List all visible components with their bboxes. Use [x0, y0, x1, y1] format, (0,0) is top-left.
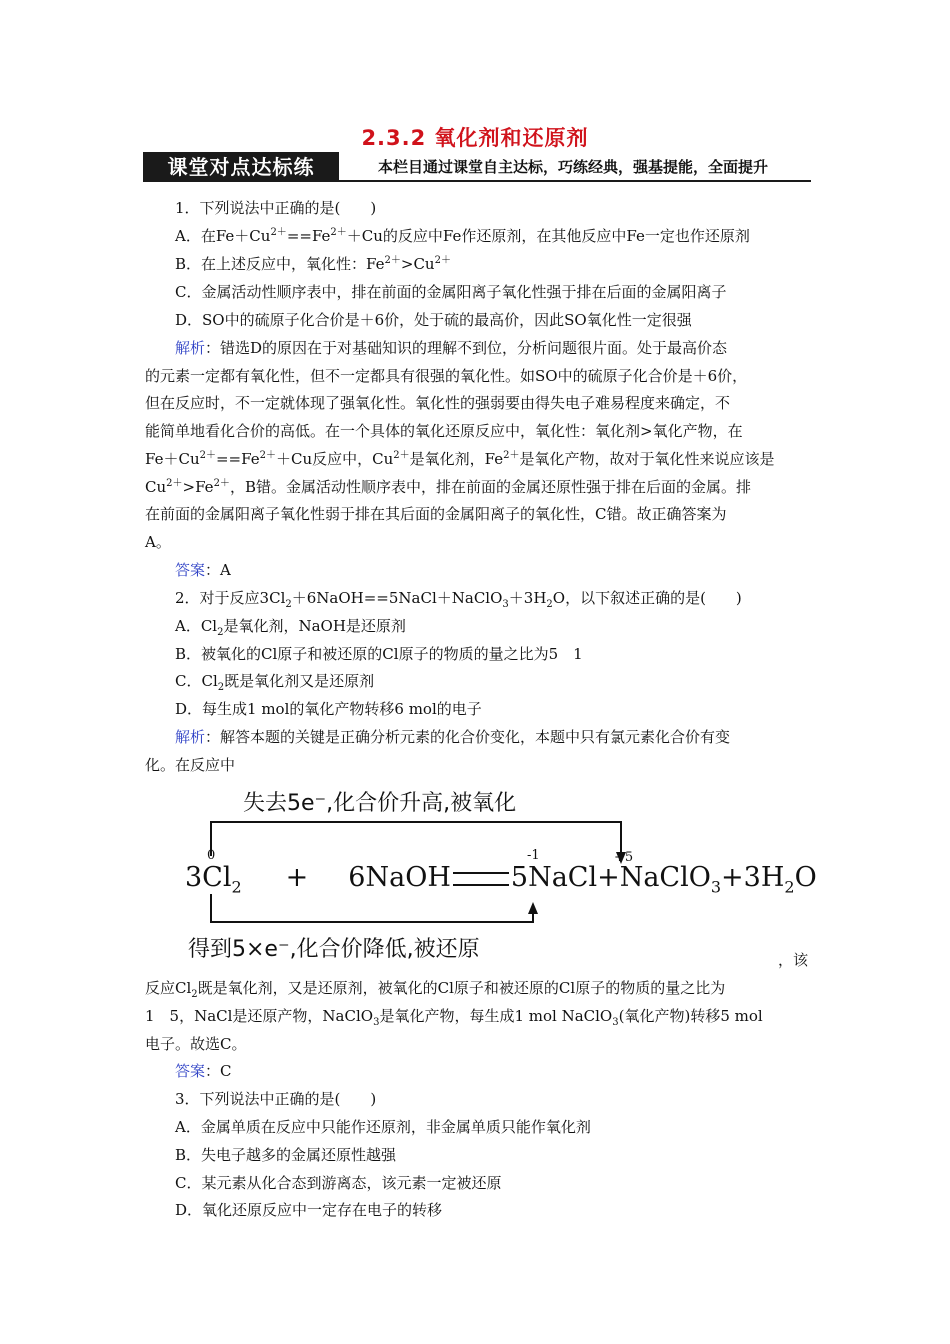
q1-option-a: A．在$Fe+Cu^{2+}==Fe^{2+}+Cu$的反应中Fe作还原剂，在其他反应中Fe一定也作还原剂 — [175, 227, 750, 245]
q2-explanation-line: ，该 — [778, 951, 809, 969]
q1-explanation-line: 能简单地看化合价的高低。在一个具体的氧化还原反应中，氧化性：氧化剂>氧化产物，在 — [145, 422, 743, 440]
oxidation-bracket — [211, 822, 621, 858]
q1-explanation-line: 在前面的金属阳离子氧化性弱于排在其后面的金属阳离子的氧化性，C错。故正确答案为 — [145, 505, 727, 523]
q2-option-d: D．每生成1 mol的氧化产物转移6 mol的电子 — [175, 700, 482, 718]
q2-option-b: B．被氧化的Cl原子和被还原的Cl原子的物质的量之比为5 1 — [175, 645, 583, 663]
q2-option-a: A．$Cl_2$是氧化剂，NaOH是还原剂 — [175, 617, 406, 638]
q3-option-d: D．氧化还原反应中一定存在电子的转移 — [175, 1201, 443, 1219]
q2-explanation-line: 反应$Cl_2$既是氧化剂，又是还原剂，被氧化的Cl原子和被还原的Cl原子的物质的量之比为 — [145, 979, 726, 1000]
q1-explanation-line: $Cu^{2+}>Fe^{2+}$，B错。金属活动性顺序表中，排在前面的金属还原性强于排在后面的金属。排 — [145, 478, 751, 496]
q2-stem: 2．对于反应$3Cl_2+6NaOH==5NaCl+NaClO_3+3H_2O$，以下叙述正确的是( ) — [175, 589, 742, 610]
q1-option-d: D．SO中的硫原子化合价是＋6价，处于硫的最高价，因此SO氧化性一定很强 — [175, 311, 692, 329]
q3-option-b: B．失电子越多的金属还原性越强 — [175, 1146, 397, 1164]
reduction-bracket — [211, 894, 533, 922]
reduction-arrowhead — [528, 902, 538, 914]
q2-option-c: C．$Cl_2$既是氧化剂又是还原剂 — [175, 672, 375, 693]
electron-gain-label: 得到5×e⁻,化合价降低,被还原 — [188, 937, 480, 962]
q3-option-c: C．某元素从化合态到游离态，该元素一定被还原 — [175, 1174, 502, 1192]
q1-explanation-line: 但在反应时，不一定就体现了强氧化性。氧化性的强弱要由得失电子难易程度来确定，不 — [145, 394, 731, 412]
oxidation-state-plus5: +5 — [614, 850, 634, 865]
q1-explanation-line: $Fe+Cu^{2+}==Fe^{2+}+Cu$反应中，$Cu^{2+}$是氧化剂，$Fe^{2+}$是氧化产物，故对于氧化性来说应该是 — [145, 450, 775, 468]
q1-option-c: C．金属活动性顺序表中，排在前面的金属阳离子氧化性强于排在后面的金属阳离子 — [175, 283, 727, 301]
oxidation-state-0: 0 — [207, 848, 216, 863]
electron-loss-label: 失去5e⁻,化合价升高,被氧化 — [243, 791, 517, 816]
q3-stem: 3．下列说法中正确的是( ) — [175, 1090, 377, 1108]
section-banner-label: 课堂对点达标练 — [143, 152, 339, 182]
q2-explanation: 解析：解答本题的关键是正确分析元素的化合价变化，本题中只有氯元素化合价有变 — [175, 728, 731, 746]
oxidation-state-minus1: -1 — [527, 848, 540, 863]
page-title: 2.3.2 氧化剂和还原剂 — [361, 126, 589, 150]
q2-answer: 答案：C — [175, 1062, 232, 1080]
q2-explanation-line: 1 5，NaCl是还原产物，NaClO$_3$是氧化产物，每生成1 mol NaClO$_3$(氧化产物)转移5 mol — [145, 1007, 763, 1028]
banner-divider — [143, 180, 811, 182]
q1-explanation: 解析：错选D的原因在于对基础知识的理解不到位，分析问题很片面。处于最高价态 — [175, 339, 728, 357]
q1-answer: 答案：A — [175, 561, 231, 579]
q1-stem: 1．下列说法中正确的是( ) — [175, 199, 377, 217]
section-banner-subtitle: 本栏目通过课堂自主达标，巧练经典，强基提能，全面提升 — [378, 158, 769, 176]
q1-explanation-line: 的元素一定都有氧化性，但不一定都具有很强的氧化性。如SO中的硫原子化合价是＋6价， — [145, 367, 748, 385]
q1-explanation-line: A。 — [145, 533, 171, 551]
q3-option-a: A．金属单质在反应中只能作还原剂，非金属单质只能作氧化剂 — [175, 1118, 591, 1136]
q2-explanation-line: 电子。故选C。 — [145, 1035, 247, 1053]
q2-explanation-line: 化。在反应中 — [145, 756, 236, 774]
reaction-equation: $3Cl_2$ + 6NaOH $5NaCl+NaClO_3+3H_2O$ — [185, 862, 817, 897]
q1-option-b: B．在上述反应中，氧化性：$Fe^{2+}>Cu^{2+}$ — [175, 255, 451, 273]
